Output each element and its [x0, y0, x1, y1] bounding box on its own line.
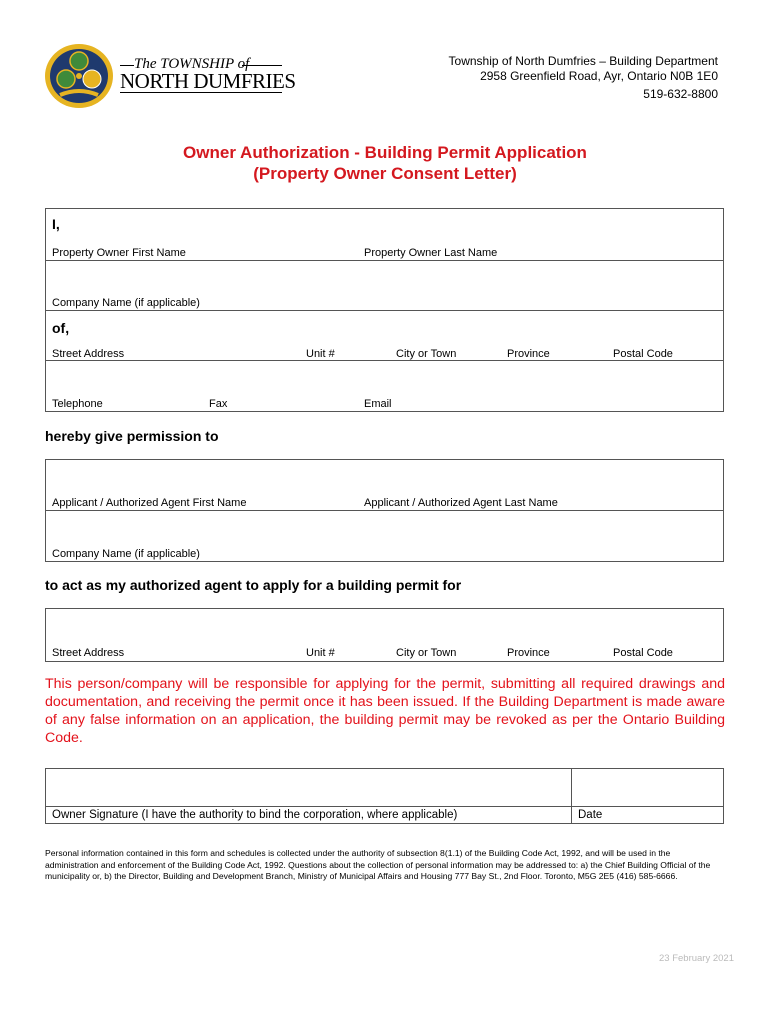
property-address-field[interactable] [46, 612, 722, 642]
agent-company-label: Company Name (if applicable) [52, 548, 200, 560]
intro-label: I, [52, 216, 60, 232]
logo-underline [120, 92, 282, 93]
owner-company-field[interactable] [46, 262, 722, 294]
property-city-label: City or Town [396, 647, 457, 659]
owner-city-label: City or Town [396, 348, 457, 360]
divider [45, 360, 724, 361]
logo-rule-right [242, 65, 282, 66]
responsibility-notice: This person/company will be responsible for applying for the permit, submitting all required drawings and documentation, and receiving the permit once it has been issued. If the Building Department is made aware of any false information on an application, the building permit may be revoked as per the Ontario Building Code. [45, 676, 725, 746]
header-address: 2958 Greenfield Road, Ayr, Ontario N0B 1E0 [480, 69, 718, 83]
divider [45, 260, 724, 261]
page-title: Owner Authorization - Building Permit Application [183, 143, 587, 162]
footer-date: 23 February 2021 [659, 953, 734, 964]
owner-signature-field[interactable] [46, 770, 569, 804]
agent-first-name-field[interactable] [46, 462, 356, 492]
divider [45, 510, 724, 511]
owner-company-label: Company Name (if applicable) [52, 297, 200, 309]
of-label: of, [52, 320, 70, 336]
signature-date-field[interactable] [573, 770, 722, 804]
header-phone: 519-632-8800 [643, 87, 718, 101]
signature-label: Owner Signature (I have the authority to bind the corporation, where applicable) [52, 809, 458, 821]
logo-line-2: NORTH DUMFRIES [120, 69, 296, 93]
owner-postal-label: Postal Code [613, 348, 673, 360]
owner-last-name-label: Property Owner Last Name [364, 247, 498, 259]
permission-heading: hereby give permission to [45, 428, 219, 444]
agent-last-name-label: Applicant / Authorized Agent Last Name [364, 497, 558, 509]
page-subtitle: (Property Owner Consent Letter) [253, 164, 517, 183]
privacy-statement: Personal information contained in this form and schedules is collected under the authority of subsection 8(1.1) of the Building Code Act, 1992, and will be used in the administration and enforcement of the Building Code Act, 1992. Questions about the collection of personal information may be addressed to: a) the Chief Building Official of the municipality or, b) the Director, Building and Development Branch, Ministry of Municipal Affairs and Housing 777 Bay St., 2nd Floor. Toronto, M5G 2E5 (416) 585-6666. [45, 848, 711, 881]
owner-street-field[interactable] [46, 332, 722, 346]
owner-fax-label: Fax [209, 398, 228, 410]
owner-province-label: Province [507, 348, 550, 360]
property-street-label: Street Address [52, 647, 125, 659]
logo-rule [120, 65, 134, 66]
divider [45, 310, 724, 311]
logo-line-1: The TOWNSHIP of [134, 56, 250, 72]
divider [45, 806, 724, 807]
owner-contact-field[interactable] [46, 362, 722, 394]
township-seal [44, 43, 114, 109]
agent-last-name-field[interactable] [360, 462, 720, 492]
divider [571, 768, 572, 824]
owner-first-name-field[interactable] [46, 230, 356, 248]
logo-wordmark [118, 56, 296, 96]
owner-street-label: Street Address [52, 348, 125, 360]
act-heading: to act as my authorized agent to apply for a building permit for [45, 577, 462, 593]
owner-last-name-field[interactable] [360, 230, 720, 248]
owner-unit-label: Unit # [306, 348, 335, 360]
owner-telephone-label: Telephone [52, 398, 103, 410]
property-postal-label: Postal Code [613, 647, 673, 659]
property-province-label: Province [507, 647, 550, 659]
header-department: Township of North Dumfries – Building Department [448, 54, 718, 68]
agent-first-name-label: Applicant / Authorized Agent First Name [52, 497, 247, 509]
owner-first-name-label: Property Owner First Name [52, 247, 186, 259]
agent-company-field[interactable] [46, 512, 722, 544]
property-unit-label: Unit # [306, 647, 335, 659]
owner-email-label: Email [364, 398, 392, 410]
date-label: Date [578, 809, 603, 821]
